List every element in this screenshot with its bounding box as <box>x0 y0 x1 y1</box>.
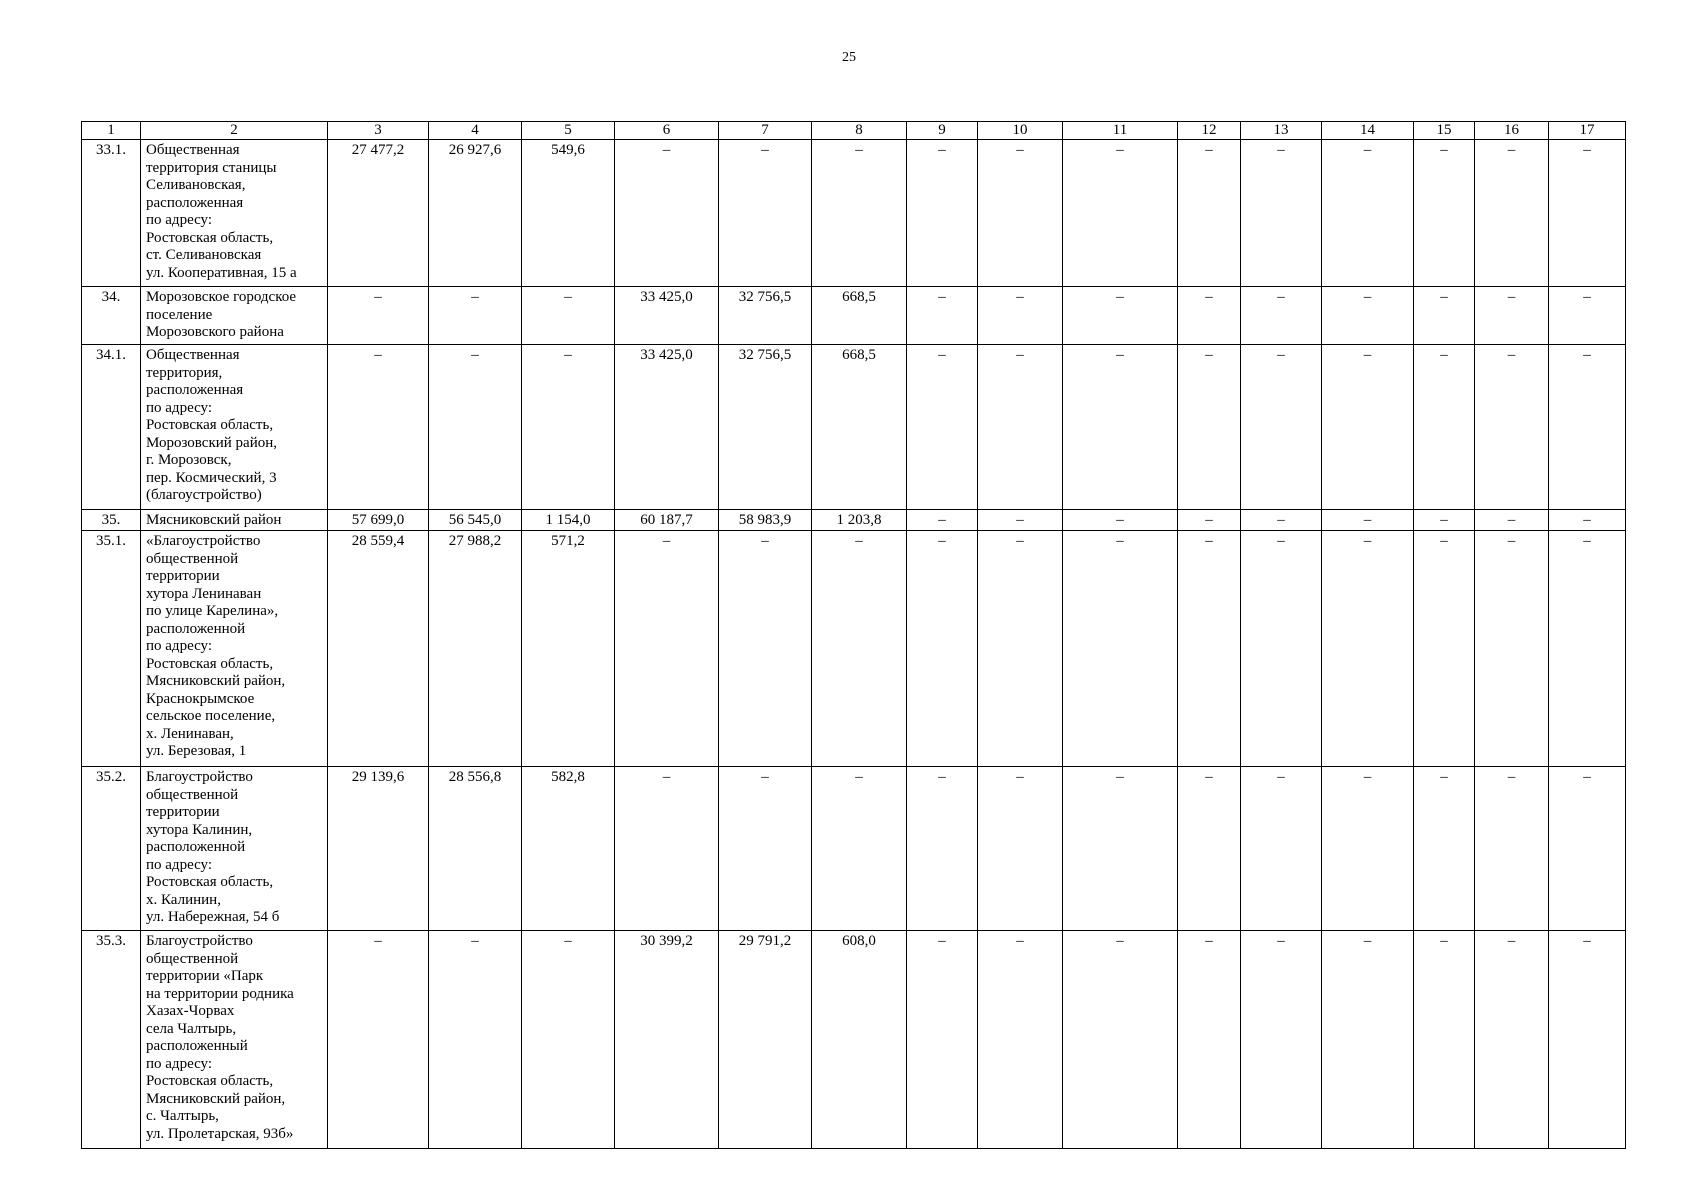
value-cell: – <box>1063 510 1178 531</box>
object-name-line: территория, <box>146 364 223 381</box>
value-cell: – <box>522 287 615 345</box>
object-name-line: общественной <box>146 786 239 803</box>
value-cell: – <box>1414 510 1475 531</box>
value-cell: 1 154,0 <box>522 510 615 531</box>
value-cell: – <box>1063 345 1178 510</box>
value-cell: – <box>1178 510 1241 531</box>
value-cell: – <box>522 345 615 510</box>
value-cell: 28 559,4 <box>328 531 429 767</box>
object-name-line: расположенная <box>146 194 244 211</box>
value-cell: 608,0 <box>812 931 907 1149</box>
object-name-line: «Благоустройство <box>146 533 261 549</box>
object-name-line: территория станицы <box>146 159 277 176</box>
value-cell: – <box>1241 140 1322 287</box>
row-number: 35.1. <box>82 531 141 767</box>
column-number: 11 <box>1063 122 1178 140</box>
value-cell: 57 699,0 <box>328 510 429 531</box>
object-name-line: поселение <box>146 306 213 323</box>
value-cell: – <box>978 287 1063 345</box>
value-cell: – <box>615 531 719 767</box>
value-cell: – <box>1414 531 1475 767</box>
object-name-line: ул. Набережная, 54 б <box>146 909 280 925</box>
object-name-line: Ростовская область, <box>146 655 274 672</box>
object-name-line: Ростовская область, <box>146 1073 274 1089</box>
value-cell: – <box>1241 931 1322 1149</box>
value-cell: 32 756,5 <box>719 345 812 510</box>
value-cell: – <box>1475 531 1549 767</box>
value-cell: – <box>1414 287 1475 345</box>
value-cell: – <box>719 767 812 931</box>
value-cell: – <box>1414 345 1475 510</box>
object-name-line: расположенной <box>146 839 246 855</box>
value-cell: 29 139,6 <box>328 767 429 931</box>
column-number: 9 <box>907 122 978 140</box>
value-cell: – <box>978 140 1063 287</box>
value-cell: – <box>1322 531 1414 767</box>
value-cell: – <box>328 345 429 510</box>
value-cell: – <box>328 287 429 345</box>
value-cell: – <box>1322 510 1414 531</box>
value-cell: – <box>1475 767 1549 931</box>
object-name-line: расположенной <box>146 620 246 637</box>
value-cell: 33 425,0 <box>615 287 719 345</box>
row-number: 33.1. <box>82 140 141 287</box>
value-cell: – <box>615 140 719 287</box>
value-cell: – <box>1241 767 1322 931</box>
value-cell: – <box>907 345 978 510</box>
value-cell: 571,2 <box>522 531 615 767</box>
object-name-line: по адресу: <box>146 856 213 873</box>
value-cell: – <box>429 931 522 1149</box>
column-number: 2 <box>141 122 328 140</box>
object-name-line: на территории родника <box>146 985 294 1002</box>
object-name-line: общественной <box>146 550 239 567</box>
object-name-line: Морозовский район, <box>146 434 278 451</box>
column-number: 5 <box>522 122 615 140</box>
value-cell: – <box>1475 510 1549 531</box>
value-cell: – <box>907 510 978 531</box>
value-cell: – <box>1178 345 1241 510</box>
column-number: 15 <box>1414 122 1475 140</box>
value-cell: 58 983,9 <box>719 510 812 531</box>
object-name <box>141 287 328 345</box>
object-name-line: расположенная <box>146 382 244 398</box>
object-name-line: по адресу: <box>146 1055 213 1072</box>
value-cell: 668,5 <box>812 345 907 510</box>
value-cell: – <box>907 287 978 345</box>
value-cell: – <box>1414 931 1475 1149</box>
value-cell: – <box>719 531 812 767</box>
object-name <box>141 140 328 287</box>
value-cell: – <box>1475 931 1549 1149</box>
table-row <box>82 287 1626 345</box>
page-number: 25 <box>842 50 856 65</box>
value-cell: 26 927,6 <box>429 140 522 287</box>
object-name-line: территории «Парк <box>146 968 264 984</box>
value-cell: 549,6 <box>522 140 615 287</box>
row-number: 35. <box>82 510 141 531</box>
object-name-line: по адресу: <box>146 638 213 654</box>
object-name-line: х. Ленинаван, <box>146 725 234 742</box>
value-cell: – <box>1475 345 1549 510</box>
row-number: 34.1. <box>82 345 141 510</box>
value-cell: – <box>1241 345 1322 510</box>
object-name <box>141 767 328 931</box>
value-cell: – <box>907 931 978 1149</box>
value-cell: – <box>1549 531 1626 767</box>
value-cell: – <box>978 531 1063 767</box>
value-cell: – <box>1549 510 1626 531</box>
value-cell: – <box>978 767 1063 931</box>
value-cell: – <box>1063 767 1178 931</box>
object-name-line: Ростовская область, <box>146 874 274 890</box>
value-cell: – <box>1322 287 1414 345</box>
object-name-line: Общественная <box>146 347 240 363</box>
object-name-line: Хазах-Чорвах <box>146 1003 235 1019</box>
column-number: 17 <box>1549 122 1626 140</box>
value-cell: 56 545,0 <box>429 510 522 531</box>
value-cell: – <box>1322 931 1414 1149</box>
value-cell: – <box>1549 767 1626 931</box>
value-cell: – <box>1549 345 1626 510</box>
column-number: 4 <box>429 122 522 140</box>
object-name-line: сельское поселение, <box>146 708 276 724</box>
value-cell: 29 791,2 <box>719 931 812 1149</box>
object-name-line: по улице Карелина», <box>146 603 279 619</box>
column-number: 14 <box>1322 122 1414 140</box>
value-cell: – <box>1549 931 1626 1149</box>
object-name-line: хутора Калинин, <box>146 821 253 838</box>
value-cell: – <box>1549 140 1626 287</box>
column-number: 13 <box>1241 122 1322 140</box>
value-cell: – <box>1178 531 1241 767</box>
object-name-line: общественной <box>146 950 239 967</box>
value-cell: 1 203,8 <box>812 510 907 531</box>
object-name <box>141 510 328 531</box>
value-cell: 33 425,0 <box>615 345 719 510</box>
value-cell: – <box>1178 140 1241 287</box>
table-row <box>82 345 1626 510</box>
object-name-line: по адресу: <box>146 399 213 416</box>
object-name-line: ул. Кооперативная, 15 а <box>146 264 297 281</box>
object-name-line: Ростовская область, <box>146 417 274 433</box>
object-name-line: Общественная <box>146 142 240 158</box>
object-name-line: Ростовская область, <box>146 229 274 246</box>
value-cell: 668,5 <box>812 287 907 345</box>
object-name-line: Благоустройство <box>146 769 253 785</box>
object-name-line: Мясниковский район <box>146 512 282 528</box>
value-cell: – <box>1063 531 1178 767</box>
column-number: 8 <box>812 122 907 140</box>
value-cell: 60 187,7 <box>615 510 719 531</box>
value-cell: – <box>719 140 812 287</box>
value-cell: – <box>812 140 907 287</box>
value-cell: 32 756,5 <box>719 287 812 345</box>
object-name-line: (благоустройство) <box>146 487 262 503</box>
table-row <box>82 531 1626 767</box>
value-cell: 28 556,8 <box>429 767 522 931</box>
value-cell: 27 988,2 <box>429 531 522 767</box>
value-cell: – <box>615 767 719 931</box>
budget-table <box>81 121 1626 1149</box>
object-name-line: Селивановская, <box>146 177 246 193</box>
table-row <box>82 931 1626 1149</box>
column-number: 16 <box>1475 122 1549 140</box>
object-name-line: г. Морозовск, <box>146 452 232 468</box>
object-name-line: Мясниковский район, <box>146 1090 286 1107</box>
value-cell: 27 477,2 <box>328 140 429 287</box>
value-cell: – <box>1322 767 1414 931</box>
object-name-line: хутора Ленинаван <box>146 585 262 602</box>
value-cell: – <box>978 510 1063 531</box>
value-cell: – <box>1178 767 1241 931</box>
row-number: 34. <box>82 287 141 345</box>
table-row <box>82 767 1626 931</box>
value-cell: – <box>1178 931 1241 1149</box>
value-cell: – <box>1063 140 1178 287</box>
object-name-line: Благоустройство <box>146 933 253 949</box>
column-number: 3 <box>328 122 429 140</box>
value-cell: – <box>812 531 907 767</box>
table-row <box>82 510 1626 531</box>
row-number: 35.2. <box>82 767 141 931</box>
column-number-row <box>82 122 1626 140</box>
value-cell: – <box>1178 287 1241 345</box>
object-name-line: с. Чалтырь, <box>146 1108 219 1124</box>
object-name-line: территории <box>146 568 220 584</box>
object-name-line: по адресу: <box>146 212 213 228</box>
value-cell: – <box>1549 287 1626 345</box>
object-name <box>141 931 328 1149</box>
column-number: 10 <box>978 122 1063 140</box>
column-number: 6 <box>615 122 719 140</box>
value-cell: – <box>1414 767 1475 931</box>
object-name-line: территории <box>146 804 220 820</box>
object-name-line: Краснокрымское <box>146 690 255 707</box>
object-name <box>141 531 328 767</box>
object-name-line: Морозовского района <box>146 324 284 340</box>
value-cell: – <box>1063 931 1178 1149</box>
column-number: 12 <box>1178 122 1241 140</box>
object-name-line: ул. Березовая, 1 <box>146 743 247 759</box>
value-cell: – <box>522 931 615 1149</box>
column-number: 7 <box>719 122 812 140</box>
row-number: 35.3. <box>82 931 141 1149</box>
object-name-line: Морозовское городское <box>146 289 297 305</box>
value-cell: – <box>429 345 522 510</box>
object-name-line: пер. Космический, 3 <box>146 469 277 486</box>
value-cell: 582,8 <box>522 767 615 931</box>
value-cell: – <box>907 767 978 931</box>
object-name-line: х. Калинин, <box>146 891 221 908</box>
value-cell: – <box>1322 345 1414 510</box>
value-cell: – <box>1475 140 1549 287</box>
value-cell: 30 399,2 <box>615 931 719 1149</box>
value-cell: – <box>429 287 522 345</box>
value-cell: – <box>328 931 429 1149</box>
value-cell: – <box>1322 140 1414 287</box>
value-cell: – <box>907 531 978 767</box>
object-name-line: расположенный <box>146 1038 248 1054</box>
value-cell: – <box>812 767 907 931</box>
column-number: 1 <box>82 122 141 140</box>
value-cell: – <box>978 345 1063 510</box>
value-cell: – <box>978 931 1063 1149</box>
value-cell: – <box>1241 287 1322 345</box>
table-row <box>82 140 1626 287</box>
object-name-line: села Чалтырь, <box>146 1020 237 1037</box>
object-name <box>141 345 328 510</box>
value-cell: – <box>1241 531 1322 767</box>
value-cell: – <box>1063 287 1178 345</box>
value-cell: – <box>1414 140 1475 287</box>
object-name-line: ул. Пролетарская, 93б» <box>146 1125 294 1142</box>
object-name-line: ст. Селивановская <box>146 247 262 263</box>
object-name-line: Мясниковский район, <box>146 673 286 689</box>
value-cell: – <box>1475 287 1549 345</box>
value-cell: – <box>1241 510 1322 531</box>
value-cell: – <box>907 140 978 287</box>
